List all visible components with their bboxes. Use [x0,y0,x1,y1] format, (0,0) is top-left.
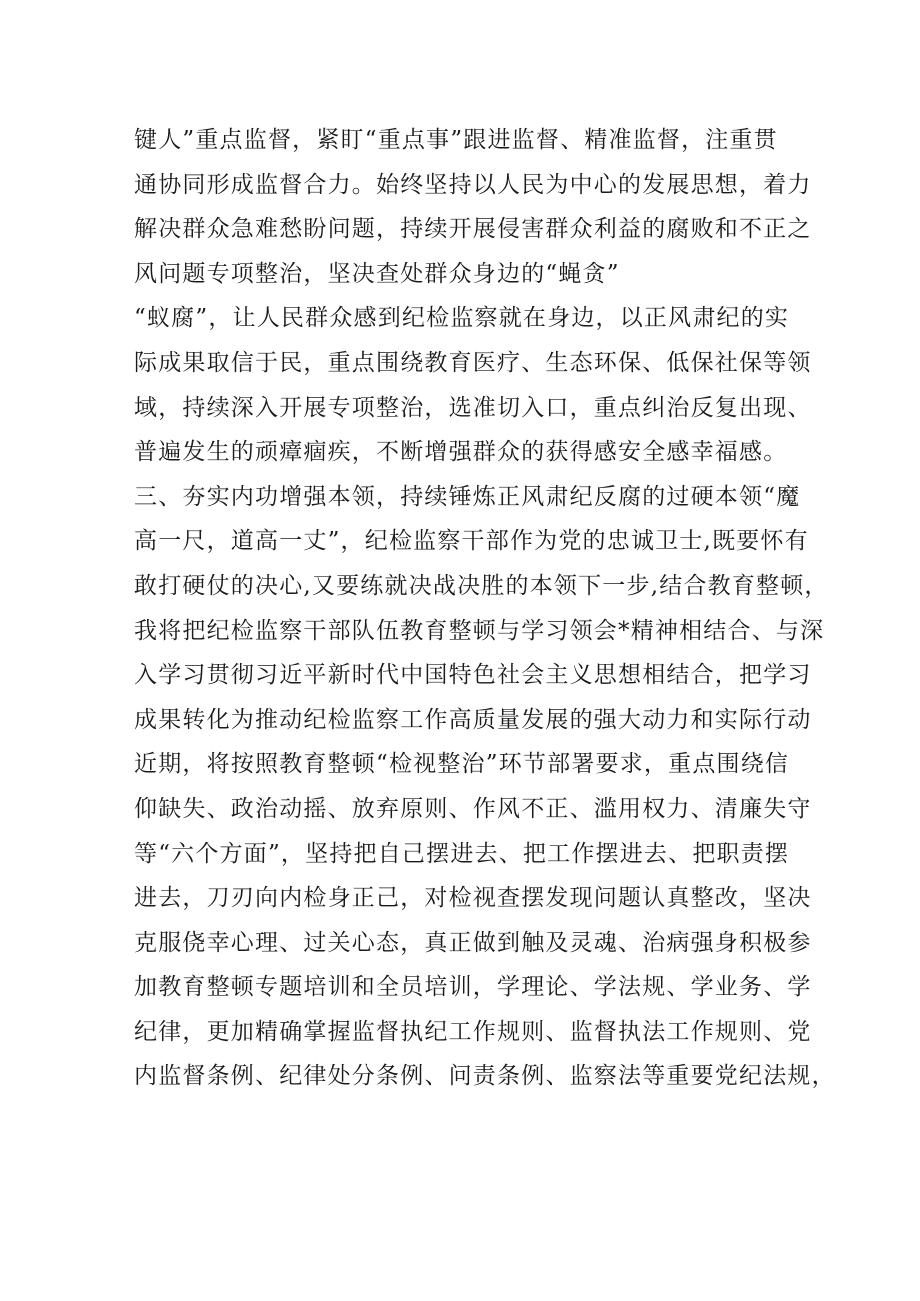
text-line: 解决群众急难愁盼问题，持续开展侵害群众利益的腐败和不正之 [134,216,812,243]
text-line: 普遍发生的顽瘴痼疾，不断增强群众的获得感安全感幸福感。 [134,439,788,466]
text-line: 加教育整顿专题培训和全员培训，学理论、学法规、学业务、学 [134,974,812,1001]
text-line: 成果转化为推动纪检监察工作高质量发展的强大动力和实际行动 [134,706,812,733]
text-line: 风问题专项整治，坚决查处群众身边的“蝇贪” [134,260,620,287]
document-body [134,118,834,1099]
text-line: 纪律，更加精确掌握监督执纪工作规则、监督执法工作规则、党 [134,1018,812,1045]
text-line: “蚁腐”，让人民群众感到纪检监察就在身边，以正风肃纪的实 [134,305,790,332]
text-line: 等“六个方面”，坚持把自己摆进去、把工作摆进去、把职责摆 [134,840,790,867]
text-line: 克服侥幸心理、过关心态，真正做到触及灵魂、治病强身积极参 [134,929,812,956]
text-line: 通协同形成监督合力。始终坚持以人民为中心的发展思想，着力 [134,171,812,198]
text-line: 敢打硬仗的决心,又要练就决战决胜的本领下一步,结合教育整顿， [134,572,829,599]
text-line: 进去，刀刃向内检身正己，对检视查摆发现问题认真整改，坚决 [134,885,812,912]
text-line: 际成果取信于民，重点围绕教育医疗、生态环保、低保社保等领 [134,349,812,376]
text-line: 近期，将按照教育整顿“检视整治”环节部署要求，重点围绕信 [134,751,790,778]
text-line: 域，持续深入开展专项整治，选准切入口，重点纠治反复出现、 [134,394,812,421]
text-line: 三、夯实内功增强本领，持续锤炼正风肃纪反腐的过硬本领“魔 [134,483,801,510]
text-line: 键人”重点监督，紧盯“重点事”跟进监督、精准监督，注重贯 [134,127,778,153]
text-line: 入学习贯彻习近平新时代中国特色社会主义思想相结合，把学习 [134,662,812,689]
text-line: 仰缺失、政治动摇、放弃原则、作风不正、滥用权力、清廉失守 [134,795,812,822]
text-line: 我将把纪检监察干部队伍教育整顿与学习领会*精神相结合、与深 [134,617,825,644]
text-line: 高一尺，道高一丈”，纪检监察干部作为党的忠诚卫士,既要怀有 [134,528,809,555]
text-line: 内监督条例、纪律处分条例、问责条例、监察法等重要党纪法规， [134,1063,836,1090]
